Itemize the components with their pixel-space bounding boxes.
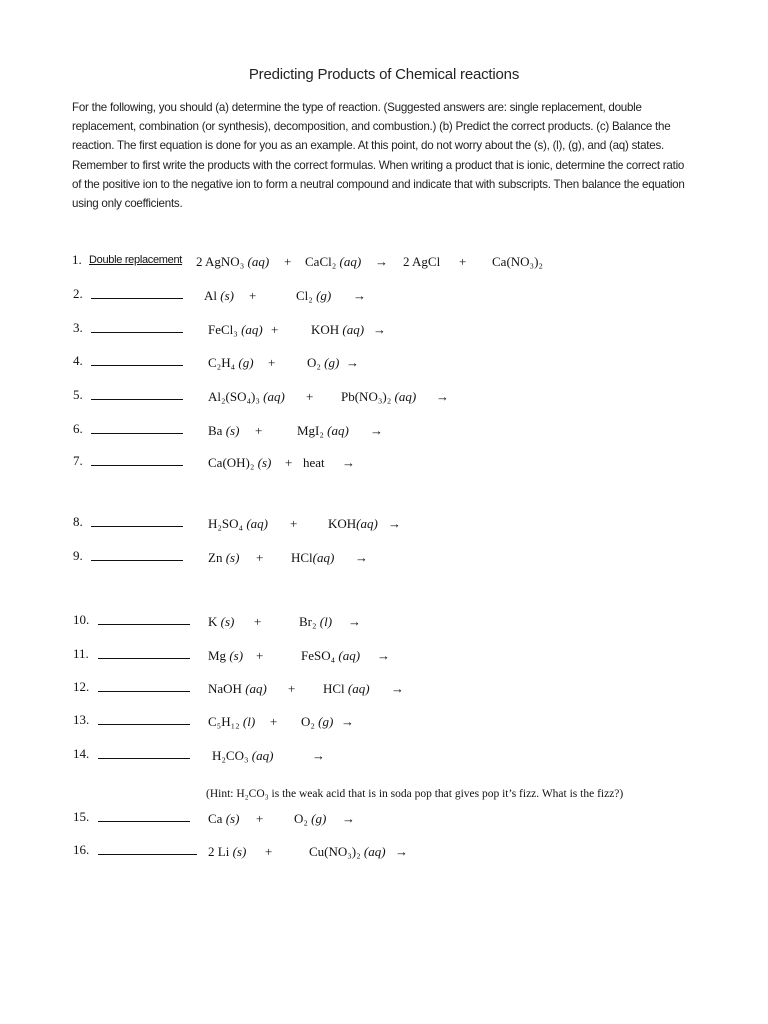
plus-sign: + xyxy=(254,614,262,629)
reactant-term: H₂SO₄ (aq) xyxy=(208,516,268,531)
yields-arrow: → xyxy=(436,389,449,404)
problem-number: 1. xyxy=(72,252,82,267)
problem-row xyxy=(0,286,768,314)
problem-number: 6. xyxy=(73,421,83,436)
yields-arrow: → xyxy=(395,844,408,859)
plus-sign: + xyxy=(459,254,467,269)
answer-blank[interactable] xyxy=(91,526,183,527)
problem-number: 9. xyxy=(73,548,83,563)
instructions-paragraph: For the following, you should (a) determine the type of reaction. (Suggested answers are: single replacement, double replacement, combination (or synthesis), decomposition, and combustion.) (b) Predict the correct products. (c) Balance the reaction. The first equation is done for you as an example. At this point, do not worry about the (s), (l), (g), and (aq) states. Remember to first write the products with the correct formulas. When writing a product that is ionic, determine the correct ratio of the positive ion to the negative ion to form a neutral compound and indicate that with subscripts. Then balance the equation using only coefficients. xyxy=(72,101,685,211)
plus-sign: + xyxy=(270,714,278,729)
reactant-term: Ca(NO₃)₂ xyxy=(492,254,543,269)
reactant-term: 2 AgNO₃ (aq) xyxy=(196,254,270,269)
problem-row xyxy=(0,646,768,674)
yields-arrow: → xyxy=(388,516,401,531)
reactant-term: FeCl₃ (aq) xyxy=(208,322,263,337)
problem-number: 10. xyxy=(73,612,90,627)
answer-blank[interactable] xyxy=(98,758,190,759)
reactant-term: CaCl₂ (aq) xyxy=(305,254,362,269)
answer-blank[interactable] xyxy=(91,332,183,333)
problem-number: 12. xyxy=(73,679,90,694)
problem-row xyxy=(0,612,768,640)
reactant-term: O₂ (g) xyxy=(301,714,334,729)
problem-row xyxy=(0,842,768,870)
reactant-term: HCl (aq) xyxy=(323,681,370,696)
plus-sign: + xyxy=(284,254,292,269)
problem-number: 13. xyxy=(73,712,90,727)
reactant-term: HCl(aq) xyxy=(291,550,335,565)
yields-arrow: → xyxy=(348,614,361,629)
answer-blank[interactable] xyxy=(98,854,197,855)
plus-sign: + xyxy=(285,455,293,470)
problem-row xyxy=(0,712,768,740)
hint-text: (Hint: H₂CO₃ is the weak acid that is in soda pop that gives pop it’s fizz. What is the fizz?) xyxy=(206,788,624,800)
reactant-term: Cl₂ (g) xyxy=(296,288,332,303)
yields-arrow: → xyxy=(375,254,388,269)
yields-arrow: → xyxy=(355,550,368,565)
reactant-term: Ca(OH)₂ (s) xyxy=(208,455,272,470)
answer-blank[interactable] xyxy=(98,821,190,822)
yields-arrow: → xyxy=(312,748,325,763)
problem-number: 15. xyxy=(73,809,90,824)
problem-row xyxy=(0,679,768,707)
page-title: Predicting Products of Chemical reactions xyxy=(248,66,520,83)
yields-arrow: → xyxy=(353,288,366,303)
problem-row xyxy=(0,548,768,576)
reactant-term: heat xyxy=(303,455,325,470)
plus-sign: + xyxy=(249,288,257,303)
problem-row xyxy=(0,320,768,348)
plus-sign: + xyxy=(256,648,264,663)
plus-sign: + xyxy=(268,355,276,370)
reactant-term: O₂ (g) xyxy=(307,355,340,370)
problem-row xyxy=(0,353,768,381)
problem-number: 2. xyxy=(73,286,83,301)
yields-arrow: → xyxy=(377,648,390,663)
plus-sign: + xyxy=(271,322,279,337)
reactant-term: Al₂(SO₄)₃ (aq) xyxy=(208,389,285,404)
plus-sign: + xyxy=(265,844,273,859)
reactant-term: Mg (s) xyxy=(208,648,244,663)
problem-number: 11. xyxy=(73,646,89,661)
answer-blank[interactable] xyxy=(91,560,183,561)
reactant-term: Pb(NO₃)₂ (aq) xyxy=(341,389,417,404)
yields-arrow: → xyxy=(373,322,386,337)
reactant-term: Br₂ (l) xyxy=(299,614,333,629)
problem-row xyxy=(0,453,768,481)
answer-blank[interactable] xyxy=(98,691,190,692)
plus-sign: + xyxy=(288,681,296,696)
yields-arrow: → xyxy=(370,423,383,438)
yields-arrow: → xyxy=(342,455,355,470)
reactant-term: Cu(NO₃)₂ (aq) xyxy=(309,844,386,859)
problem-row xyxy=(0,746,768,774)
reactant-term: KOH (aq) xyxy=(311,322,365,337)
answer-blank[interactable] xyxy=(98,658,190,659)
problem-row xyxy=(0,421,768,449)
problem-number: 8. xyxy=(73,514,83,529)
reactant-term: O₂ (g) xyxy=(294,811,327,826)
reactant-term: MgI₂ (aq) xyxy=(297,423,349,438)
answer-blank[interactable] xyxy=(91,365,183,366)
plus-sign: + xyxy=(306,389,314,404)
problem-number: 3. xyxy=(73,320,83,335)
reactant-term: C₂H₄ (g) xyxy=(208,355,254,370)
answer-blank[interactable] xyxy=(91,433,183,434)
yields-arrow: → xyxy=(346,355,359,370)
problem-row xyxy=(0,387,768,415)
answer-blank[interactable] xyxy=(91,298,183,299)
reactant-term: C₅H₁₂ (l) xyxy=(208,714,256,729)
answer-blank[interactable] xyxy=(98,624,190,625)
example-answer: Double replacement xyxy=(89,254,183,266)
reactant-term: 2 Li (s) xyxy=(208,844,247,859)
answer-blank[interactable] xyxy=(98,724,190,725)
plus-sign: + xyxy=(255,423,263,438)
plus-sign: + xyxy=(290,516,298,531)
reactant-term: Al (s) xyxy=(204,288,234,303)
reactant-term: K (s) xyxy=(208,614,235,629)
problem-number: 16. xyxy=(73,842,90,857)
reactant-term: KOH(aq) xyxy=(328,516,378,531)
reactant-term: H₂CO₃ (aq) xyxy=(212,748,274,763)
reactant-term: FeSO₄ (aq) xyxy=(301,648,361,663)
problem-row xyxy=(0,252,768,280)
yields-arrow: → xyxy=(342,811,355,826)
answer-blank[interactable] xyxy=(91,399,183,400)
problem-number: 7. xyxy=(73,453,83,468)
reactant-term: Ba (s) xyxy=(208,423,240,438)
reactant-term: Ca (s) xyxy=(208,811,240,826)
plus-sign: + xyxy=(256,550,264,565)
problem-number: 14. xyxy=(73,746,90,761)
problem-row xyxy=(0,809,768,837)
plus-sign: + xyxy=(256,811,264,826)
problem-row xyxy=(0,514,768,542)
reactant-term: 2 AgCl xyxy=(403,254,441,269)
problem-number: 4. xyxy=(73,353,83,368)
answer-blank[interactable] xyxy=(91,465,183,466)
yields-arrow: → xyxy=(341,714,354,729)
reactant-term: Zn (s) xyxy=(208,550,240,565)
problem-number: 5. xyxy=(73,387,83,402)
reactant-term: NaOH (aq) xyxy=(208,681,267,696)
yields-arrow: → xyxy=(391,681,404,696)
